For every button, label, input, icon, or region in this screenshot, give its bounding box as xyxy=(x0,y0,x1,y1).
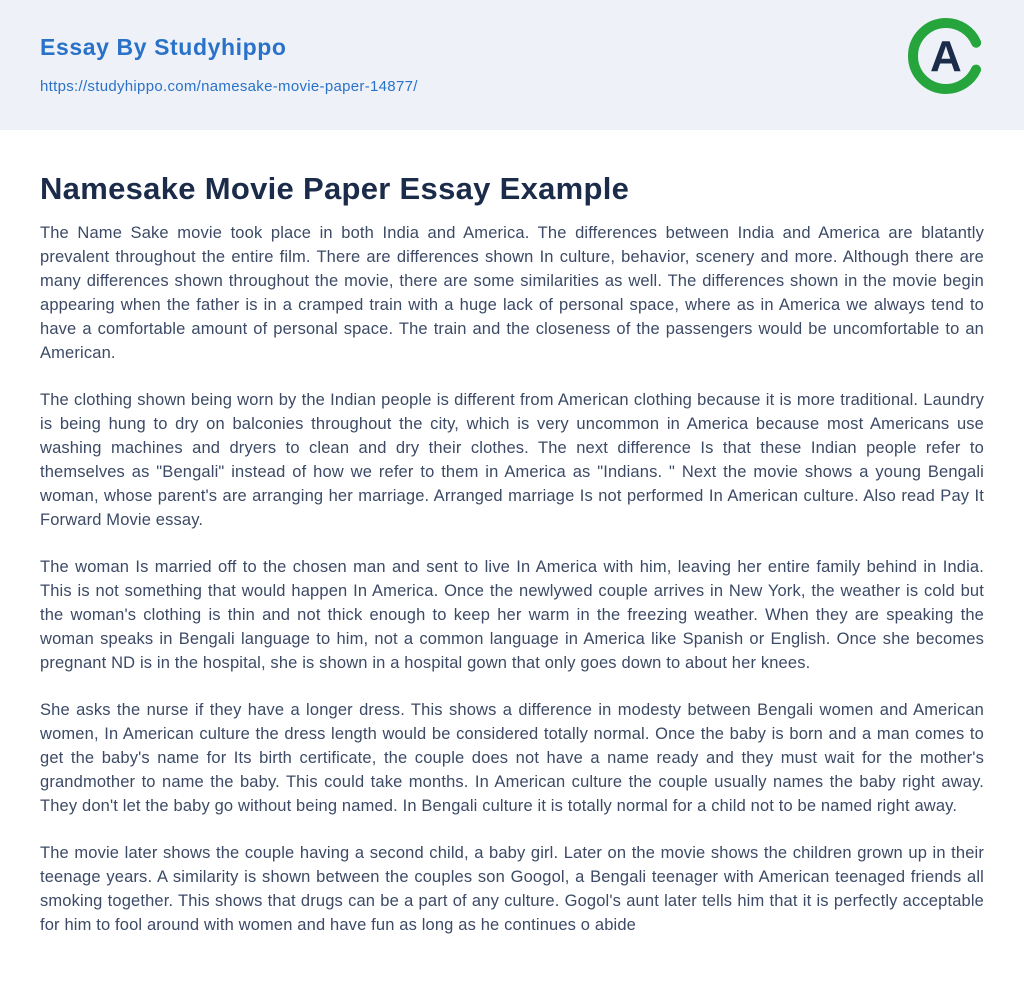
essay-paragraph: The clothing shown being worn by the Indian people is different from American clothing because it is more traditional. Laundry is being hung to dry on balconies throughout the city, which is very uncommon in America because most Americans use washing machines and dryers to clean and dry their clothes. The next difference Is that these Indian people refer to themselves as "Bengali" instead of how we refer to them in America as "Indians. " Next the movie shows a young Bengali woman, whose parent's are arranging her marriage. Arranged marriage Is not performed In American culture. Also read Pay It Forward Movie essay. xyxy=(40,391,984,530)
essay-paragraph: The Name Sake movie took place in both India and America. The differences between India and America are blatantly prevalent throughout the entire film. There are differences shown In culture, behavior, scenery and more. Although there are many differences shown throughout the movie, there are some similarities as well. The differences shown in the movie begin appearing when the father is in a cramped train with a huge lack of personal space, where as in America we always tend to have a comfortable amount of personal space. The train and the closeness of the passengers would be uncomfortable to an American. xyxy=(40,224,984,363)
essay-paragraph: The woman Is married off to the chosen man and sent to live In America with him, leaving her entire family behind in India. This is not something that would happen In America. Once the newlywed couple arrives in New York, the weather is cold but the woman's clothing is thin and not thick enough to keep her warm in the freezing weather. When they are speaking the woman speaks in Bengali language to him, not a common language in America like Spanish or English. Once she becomes pregnant ND is in the hospital, she is shown in a hospital gown that only goes down to about her knees. xyxy=(40,558,984,673)
studyhippo-logo-icon xyxy=(906,16,986,96)
essay-paragraph: She asks the nurse if they have a longer dress. This shows a difference in modesty between Bengali women and American women, In American culture the dress length would be considered totally normal. Once the baby is born and a man comes to get the baby's name for Its birth certificate, the couple does not have a name ready and they must wait for the mother's grandmother to name the baby. This could take months. In American culture the couple usually names the baby right away. They don't let the baby go without being named. In Bengali culture it is totally normal for a child not to be named right away. xyxy=(40,701,984,816)
logo-letter: A xyxy=(930,32,962,81)
article xyxy=(0,130,1024,977)
source-url-link[interactable]: https://studyhippo.com/namesake-movie-paper-14877/ xyxy=(40,77,418,95)
site-title: Essay By Studyhippo xyxy=(40,34,287,60)
page-title: Namesake Movie Paper Essay Example xyxy=(40,171,630,206)
page-header xyxy=(0,0,1024,130)
essay-body xyxy=(40,221,984,937)
essay-paragraph: The movie later shows the couple having a second child, a baby girl. Later on the movie shows the children grown up in their teenage years. A similarity is shown between the couples son Googol, a Bengali teenager with American teenaged friends all smoking together. This shows that drugs can be a part of any culture. Gogol's aunt later tells him that it is perfectly acceptable for him to fool around with women and have fun as long as he continues o abide xyxy=(40,844,984,935)
